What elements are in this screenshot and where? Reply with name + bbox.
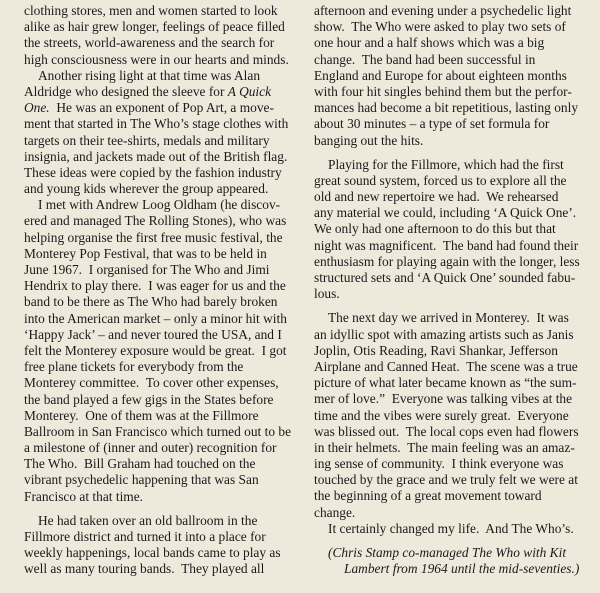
text-line <box>24 278 292 294</box>
text-segment: with four hit singles behind them but the perfor- <box>314 83 572 99</box>
text-line <box>24 3 292 19</box>
text-line <box>314 173 582 189</box>
text-segment: These ideas were copied by the fashion industry <box>24 164 282 180</box>
text-segment: Playing for the Fillmore, which had the first <box>328 156 564 172</box>
text-segment: and young kids wherever the group appeared. <box>24 181 269 197</box>
text-line <box>314 205 582 221</box>
text-line <box>314 561 582 577</box>
text-line <box>24 545 292 561</box>
text-segment: picture of what later became known as “the sum- <box>314 375 577 391</box>
text-line <box>314 456 582 472</box>
text-segment: any material we could, including ‘A Quick One’. <box>314 205 577 221</box>
text-line <box>24 100 292 116</box>
text-line <box>314 424 582 440</box>
text-segment: Fillmore district and turned it into a place for <box>24 529 266 544</box>
text-segment: The next day we arrived in Monterey. It was <box>328 310 569 326</box>
text-line <box>314 375 582 391</box>
text-segment: old and new repertoire we had. We rehearsed <box>314 189 559 205</box>
text-line <box>314 238 582 254</box>
text-segment: the band played a few gigs in the States before <box>24 391 274 407</box>
text-line <box>24 116 292 132</box>
text-line <box>314 343 582 359</box>
text-segment: free plane tickets for everybody from the <box>24 359 244 375</box>
text-line <box>314 157 582 173</box>
text-line <box>24 343 292 359</box>
text-segment: the streets, world-awareness and the search for <box>24 35 275 51</box>
text-segment: Airplane and Canned Heat. The scene was a true <box>314 358 578 374</box>
text-line <box>24 456 292 472</box>
text-line <box>24 35 292 51</box>
text-line <box>24 440 292 456</box>
italic-title: A Quick <box>227 83 272 99</box>
text-line <box>314 440 582 456</box>
right-text-column <box>314 3 582 577</box>
text-line <box>24 294 292 310</box>
text-segment: banging out the hits. <box>314 132 424 148</box>
text-segment: insignia, and jackets made out of the British flag. <box>24 148 288 164</box>
text-line <box>24 424 292 440</box>
text-line <box>24 213 292 229</box>
text-segment: ing sense of community. I think everyone was <box>314 456 564 472</box>
text-segment: band to be there as The Who had barely broken <box>24 294 278 310</box>
text-line <box>24 68 292 84</box>
text-segment: great sound system, forced us to explore all the <box>314 172 567 188</box>
text-segment: England and Europe for about eighteen months <box>314 67 567 83</box>
text-segment: enthusiasm for playing again with the longer, less <box>314 253 580 269</box>
text-segment: ment that started in The Who’s stage clothes with <box>24 116 289 132</box>
text-segment: felt the Monterey exposure would be great. I got <box>24 342 287 358</box>
text-segment: touched by the grace and we truly felt we were at <box>314 472 578 488</box>
text-segment: Monterey committee. To cover other expenses, <box>24 375 279 391</box>
text-segment: It certainly changed my life. And The Who’s. <box>328 520 574 536</box>
text-segment: the beginning of a great movement toward <box>314 488 542 504</box>
text-line <box>24 19 292 35</box>
text-line <box>24 375 292 391</box>
text-segment: Hendrix to play there. I was eager for us and the <box>24 278 286 294</box>
text-line <box>314 505 582 521</box>
text-line <box>24 181 292 197</box>
text-line <box>314 133 582 149</box>
text-line <box>314 521 582 537</box>
text-line <box>24 327 292 343</box>
text-segment: targets on their tee-shirts, medals and military <box>24 132 270 148</box>
paragraph-gap <box>314 537 582 545</box>
text-segment: Aldridge who designed the sleeve for <box>24 83 228 99</box>
text-line <box>314 408 582 424</box>
text-line <box>314 488 582 504</box>
text-line <box>314 310 582 326</box>
text-segment: change. The band had been successful in <box>314 51 536 67</box>
text-segment: night was magnificent. The band had found their <box>314 237 579 253</box>
text-segment: clothing stores, men and women started to look <box>24 3 278 18</box>
text-segment: Lambert from 1964 until the mid-seventies.) <box>344 561 580 577</box>
text-segment: well as many touring bands. They played all <box>24 561 265 577</box>
text-line <box>314 254 582 270</box>
text-segment: He was an exponent of Pop Art, a move- <box>49 100 274 116</box>
italic-title: One. <box>24 100 50 116</box>
text-segment: Another rising light at that time was Alan <box>38 67 261 83</box>
text-segment: Francisco at that time. <box>24 488 143 504</box>
text-segment: mances had become a bit repetitious, lasting only <box>314 100 579 116</box>
left-text-column <box>24 3 292 578</box>
text-line <box>314 35 582 51</box>
text-line <box>24 246 292 262</box>
text-segment: in their helmets. The main feeling was an amaz- <box>314 439 575 455</box>
text-segment: helping organise the first free music festival, the <box>24 229 283 245</box>
text-line <box>24 133 292 149</box>
text-line <box>24 52 292 68</box>
text-segment: afternoon and evening under a psychedelic light <box>314 3 572 18</box>
text-line <box>314 189 582 205</box>
text-line <box>314 19 582 35</box>
text-line <box>24 529 292 545</box>
text-line <box>314 359 582 375</box>
text-line <box>314 68 582 84</box>
text-line <box>24 149 292 165</box>
text-segment: about 30 minutes – a type of set formula for <box>314 116 550 132</box>
text-line <box>24 489 292 505</box>
paragraph-gap <box>24 505 292 513</box>
text-segment: June 1967. I organised for The Who and Jimi <box>24 262 270 277</box>
text-segment: one hour and a half shows which was a big <box>314 35 545 51</box>
text-line <box>24 197 292 213</box>
text-line <box>314 286 582 302</box>
text-line <box>314 100 582 116</box>
text-line <box>314 3 582 19</box>
text-segment: high consciousness were in our hearts and minds. <box>24 51 289 67</box>
text-segment: Monterey Pop Festival, that was to be held in <box>24 245 267 261</box>
text-line <box>314 116 582 132</box>
text-line <box>24 513 292 529</box>
text-line <box>314 270 582 286</box>
text-segment: weekly happenings, local bands came to play as <box>24 545 281 561</box>
text-line <box>24 262 292 278</box>
text-line <box>24 561 292 577</box>
text-segment: change. <box>314 504 356 520</box>
text-line <box>24 472 292 488</box>
text-line <box>314 472 582 488</box>
text-line <box>24 408 292 424</box>
text-line <box>24 359 292 375</box>
paragraph-gap <box>314 149 582 157</box>
text-segment: alike as hair grew longer, feelings of peace filled <box>24 19 285 35</box>
text-line <box>24 84 292 100</box>
text-line <box>24 311 292 327</box>
text-line <box>24 392 292 408</box>
text-line <box>314 221 582 237</box>
text-segment: Joplin, Otis Reading, Ravi Shankar, Jefferson <box>314 342 558 358</box>
text-segment: structured sets and ‘A Quick One’ sounded fabu- <box>314 270 576 285</box>
text-segment: time and the vibes were surely great. Everyone <box>314 407 569 423</box>
text-line <box>314 327 582 343</box>
text-segment: show. The Who were asked to play two sets of <box>314 19 566 35</box>
text-segment: Monterey. One of them was at the Fillmore <box>24 407 259 423</box>
text-segment: The Who. Bill Graham had touched on the <box>24 456 256 472</box>
text-line <box>314 52 582 68</box>
text-line <box>314 391 582 407</box>
text-segment: Ballroom in San Francisco which turned out to be <box>24 423 292 439</box>
text-segment: We only had one afternoon to do this but that <box>314 221 556 237</box>
text-line <box>24 165 292 181</box>
text-segment: a milestone of (inner and outer) recognition for <box>24 440 277 456</box>
text-segment: mer of love.” Everyone was talking vibes at the <box>314 391 573 407</box>
text-segment: lous. <box>314 286 340 302</box>
text-segment: was blissed out. The local cops even had flowers <box>314 423 579 439</box>
text-segment: (Chris Stamp co-managed The Who with Kit <box>328 545 567 560</box>
text-segment: into the American market – only a minor hit with <box>24 310 287 326</box>
text-segment: vibrant psychedelic happening that was San <box>24 472 259 488</box>
paragraph-gap <box>314 302 582 310</box>
text-line <box>314 545 582 561</box>
text-segment: ‘Happy Jack’ – and never toured the USA, and I <box>24 326 282 342</box>
text-line <box>24 230 292 246</box>
text-segment: He had taken over an old ballroom in the <box>38 512 258 528</box>
text-line <box>314 84 582 100</box>
text-segment: I met with Andrew Loog Oldham (he discov- <box>38 197 281 213</box>
text-segment: an idyllic spot with amazing artists such as Janis <box>314 326 574 342</box>
text-segment: ered and managed The Rolling Stones), who was <box>24 213 287 229</box>
